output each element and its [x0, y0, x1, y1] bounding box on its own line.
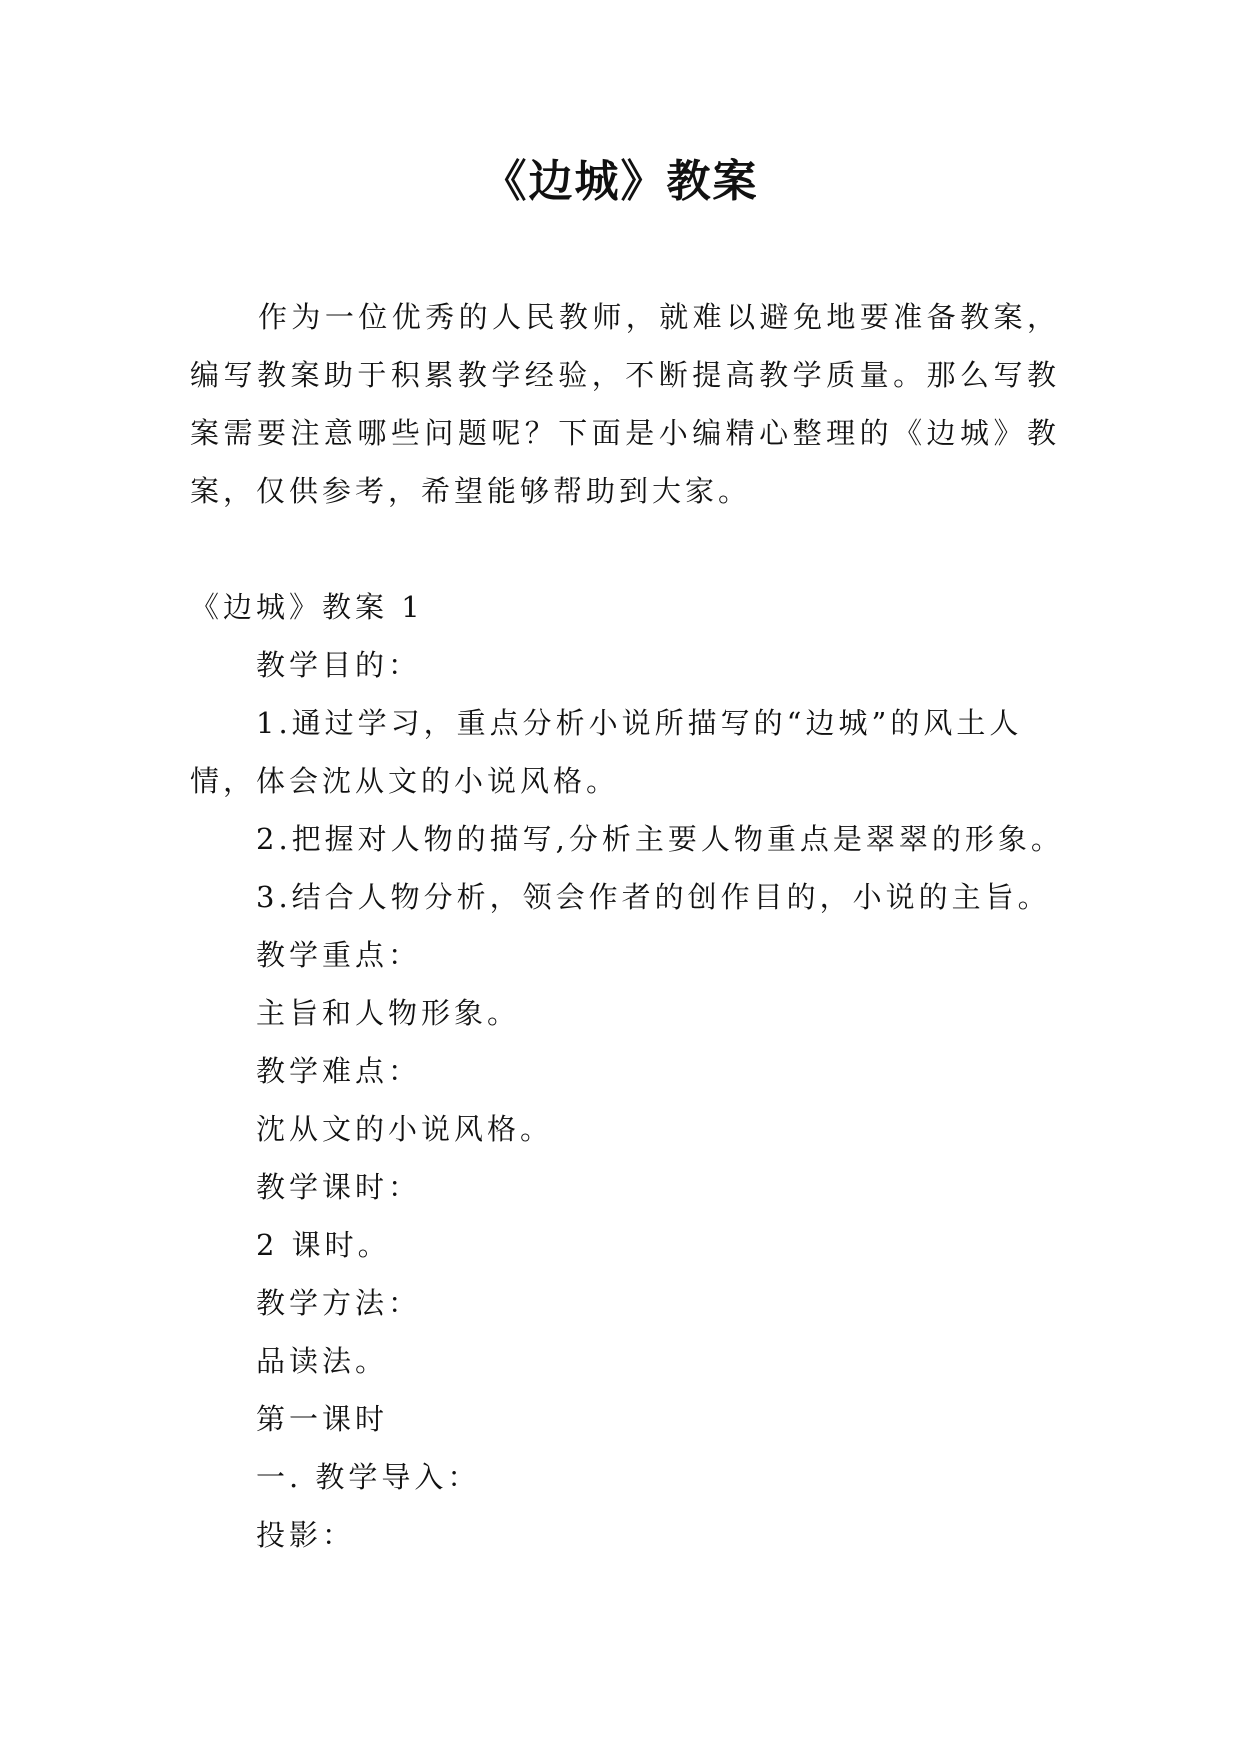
difficulty-label: 教学难点：: [256, 1054, 422, 1088]
hours-value: 2 课时。: [256, 1228, 391, 1262]
hours-label: 教学课时：: [256, 1170, 422, 1204]
document-body: [190, 578, 1090, 1564]
goals-label: 教学目的：: [256, 648, 422, 682]
lesson-1-heading: 第一课时: [256, 1402, 389, 1436]
focus-value: 主旨和人物形象。: [256, 996, 521, 1030]
goal-3: 3.结合人物分析，领会作者的创作目的，小说的主旨。: [256, 880, 1051, 914]
document-title: 《边城》教案: [482, 156, 759, 207]
step-1-heading: 一. 教学导入：: [256, 1460, 481, 1494]
goal-2: 2.把握对人物的描写,分析主要人物重点是翠翠的形象。: [256, 822, 1064, 856]
method-label: 教学方法：: [256, 1286, 422, 1320]
focus-label: 教学重点：: [256, 938, 422, 972]
intro-paragraph: 作为一位优秀的人民教师，就难以避免地要准备教案，编写教案助于积累教学经验，不断提高教学质量。那么写教案需要注意哪些问题呢？下面是小编精心整理的《边城》教案，仅供参考，希望能够帮助到大家。: [190, 300, 1060, 508]
goal-1: 1.通过学习，重点分析小说所描写的“边城”的风土人情，体会沈从文的小说风格。: [190, 706, 1023, 798]
section-heading: 《边城》教案 1: [190, 590, 424, 624]
method-value: 品读法。: [256, 1344, 389, 1378]
projection-label: 投影：: [256, 1518, 356, 1552]
difficulty-value: 沈从文的小说风格。: [256, 1112, 554, 1146]
